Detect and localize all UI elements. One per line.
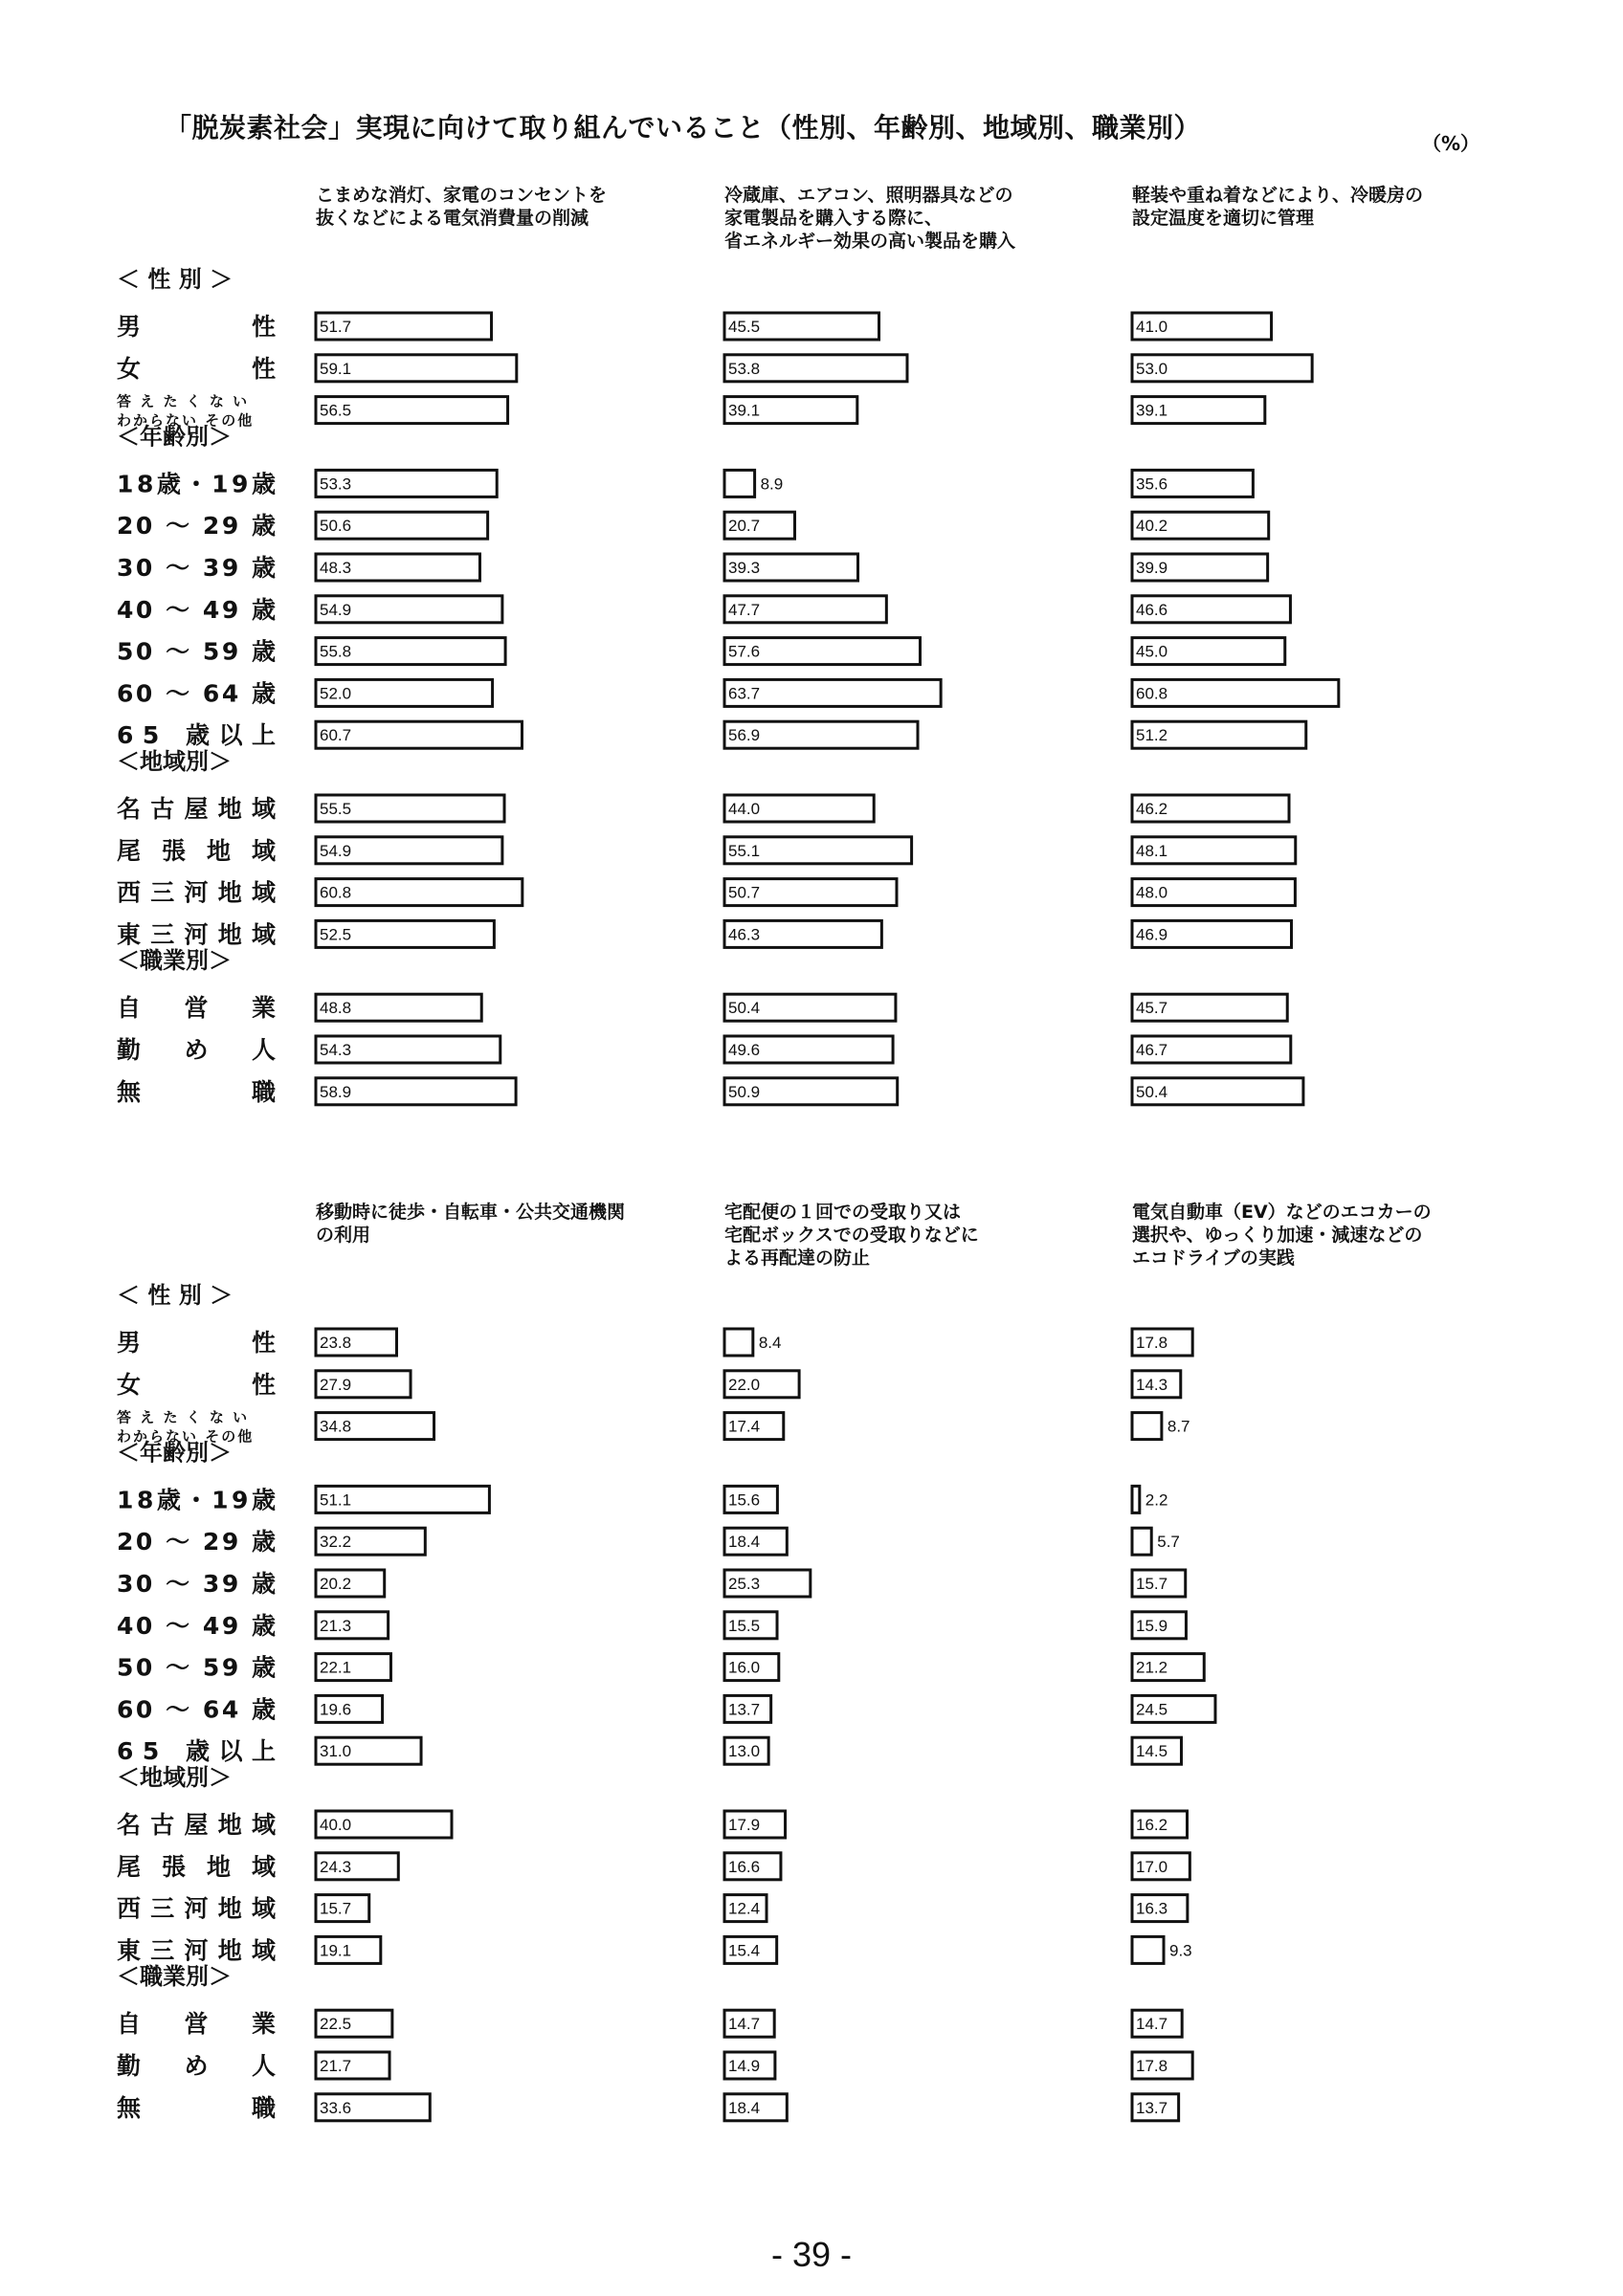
data-label: 48.1: [1136, 841, 1168, 860]
row-label: 勤め人: [117, 2052, 279, 2080]
row-label: 女 性: [117, 354, 279, 383]
data-label: 21.7: [320, 2057, 352, 2075]
data-label: 31.0: [320, 1742, 352, 1761]
data-label: 52.5: [320, 925, 352, 944]
row-label: 答 え た く な い: [117, 1408, 250, 1426]
group-heading: ＜年齢別＞: [117, 423, 232, 451]
data-label: 20.2: [320, 1575, 352, 1593]
row-label: 無職: [117, 1077, 279, 1106]
data-label: 21.3: [320, 1616, 352, 1635]
row-label: 40 ～ 49 歳: [117, 595, 279, 624]
group-heading: ＜ 性 別 ＞: [117, 266, 233, 293]
data-label: 16.6: [728, 1857, 761, 1876]
group-heading: ＜ 性 別 ＞: [117, 1282, 233, 1309]
row-label: 尾張地域: [117, 836, 279, 865]
data-label: 50.9: [728, 1082, 761, 1101]
group-heading: ＜年齢別＞: [117, 1439, 232, 1467]
row-label: 勤め人: [117, 1036, 279, 1064]
data-label: 49.6: [728, 1041, 761, 1059]
data-label: 15.5: [728, 1616, 761, 1635]
data-label: 23.8: [320, 1334, 352, 1352]
row-label: 20 ～ 29 歳: [117, 512, 279, 541]
data-label: 53.0: [1136, 359, 1168, 378]
data-label: 15.6: [728, 1490, 761, 1510]
data-label: 18.4: [728, 1533, 761, 1552]
data-label: 51.1: [320, 1490, 352, 1510]
data-label: 55.1: [728, 841, 761, 860]
column-header: 設定温度を適切に管理: [1132, 208, 1315, 229]
page-title: 「脱炭素社会」実現に向けて取り組んでいること（性別、年齢別、地域別、職業別）: [165, 112, 1202, 144]
data-label: 54.9: [320, 841, 352, 860]
data-label: 53.3: [320, 475, 352, 494]
row-label: 20 ～ 29 歳: [117, 1528, 279, 1556]
group-heading: ＜地域別＞: [117, 1764, 232, 1791]
data-label: 24.3: [320, 1857, 352, 1876]
data-label: 54.9: [320, 600, 352, 619]
data-label: 39.1: [728, 401, 761, 420]
column-header: の利用: [316, 1225, 371, 1246]
data-label: 39.3: [728, 559, 761, 577]
data-label: 22.1: [320, 1658, 352, 1677]
row-label: 65 歳以上: [117, 721, 279, 750]
data-label: 56.5: [320, 401, 352, 420]
data-label: 39.1: [1136, 401, 1168, 420]
row-label: 名古屋地域: [117, 795, 279, 823]
data-label: 8.7: [1167, 1417, 1190, 1436]
page-number: - 39 -: [770, 2235, 853, 2274]
data-label: 45.7: [1136, 999, 1168, 1018]
data-label: 14.7: [728, 2015, 761, 2034]
data-label: 50.4: [728, 999, 761, 1018]
column-header: エコドライブの実践: [1132, 1247, 1295, 1269]
column-header: 移動時に徒歩・自転車・公共交通機関: [316, 1202, 626, 1223]
data-label: 52.0: [320, 684, 352, 703]
data-label: 33.6: [320, 2098, 352, 2117]
row-label: 無職: [117, 2093, 279, 2122]
row-label: 東三河地域: [117, 920, 279, 949]
data-label: 41.0: [1136, 318, 1168, 336]
column-header: こまめな消灯、家電のコンセントを: [316, 185, 608, 206]
data-label: 46.7: [1136, 1041, 1168, 1059]
data-label: 55.8: [320, 642, 352, 661]
data-label: 15.7: [320, 1899, 352, 1918]
row-label: 答 え た く な い: [117, 392, 250, 410]
data-label: 44.0: [728, 800, 761, 818]
data-label: 12.4: [728, 1899, 761, 1918]
data-label: 58.9: [320, 1082, 352, 1101]
row-label: 30 ～ 39 歳: [117, 1570, 279, 1598]
data-label: 46.2: [1136, 800, 1168, 818]
data-label: 18.4: [728, 2098, 761, 2117]
data-label: 55.5: [320, 800, 352, 818]
column-header: 冷蔵庫、エアコン、照明器具などの: [724, 185, 1013, 206]
group-heading: ＜地域別＞: [117, 748, 232, 775]
column-header: 軽装や重ね着などにより、冷暖房の: [1132, 185, 1424, 206]
column-header: よる再配達の防止: [724, 1247, 871, 1269]
data-label: 25.3: [728, 1575, 761, 1593]
bar: [1132, 1528, 1151, 1555]
row-label: 男 性: [117, 313, 279, 341]
row-label: わからない その他: [117, 1427, 255, 1446]
row-label: 西三河地域: [117, 878, 279, 907]
data-label: 14.9: [728, 2057, 761, 2075]
row-label: 60 ～ 64 歳: [117, 1695, 279, 1724]
data-label: 19.6: [320, 1700, 352, 1719]
data-label: 13.7: [1136, 2098, 1168, 2117]
data-label: 15.9: [1136, 1616, 1168, 1635]
data-label: 46.9: [1136, 925, 1168, 944]
data-label: 8.9: [760, 475, 784, 494]
bar: [724, 470, 755, 497]
data-label: 47.7: [728, 600, 761, 619]
row-label: 50 ～ 59 歳: [117, 1653, 279, 1682]
row-label: 60 ～ 64 歳: [117, 679, 279, 708]
data-label: 59.1: [320, 359, 352, 378]
bar: [724, 1329, 753, 1356]
row-label: わからない その他: [117, 411, 255, 430]
data-label: 16.0: [728, 1658, 761, 1677]
row-label: 西三河地域: [117, 1894, 279, 1923]
column-header: 省エネルギー効果の高い製品を購入: [724, 231, 1016, 252]
data-label: 32.2: [320, 1533, 352, 1552]
data-label: 40.2: [1136, 517, 1168, 536]
data-label: 50.6: [320, 517, 352, 536]
data-label: 46.3: [728, 925, 761, 944]
data-label: 20.7: [728, 517, 761, 536]
row-label: 自営業: [117, 2010, 279, 2039]
data-label: 40.0: [320, 1816, 352, 1834]
data-label: 17.8: [1136, 1334, 1168, 1352]
data-label: 2.2: [1145, 1490, 1168, 1510]
row-label: 東三河地域: [117, 1936, 279, 1965]
data-label: 48.3: [320, 559, 352, 577]
column-header: 宅配ボックスでの受取りなどに: [724, 1225, 979, 1246]
data-label: 5.7: [1157, 1533, 1180, 1552]
data-label: 48.8: [320, 999, 352, 1018]
data-label: 22.5: [320, 2015, 352, 2034]
bar: [1132, 1413, 1162, 1440]
data-label: 24.5: [1136, 1700, 1168, 1719]
data-label: 51.7: [320, 318, 352, 336]
row-label: 50 ～ 59 歳: [117, 637, 279, 666]
data-label: 17.4: [728, 1417, 761, 1436]
row-label: 18歳・19歳: [117, 1486, 279, 1514]
data-label: 63.7: [728, 684, 761, 703]
data-label: 60.7: [320, 726, 352, 745]
data-label: 13.7: [728, 1700, 761, 1719]
data-label: 60.8: [320, 883, 352, 902]
row-label: 男 性: [117, 1329, 279, 1357]
row-label: 18歳・19歳: [117, 470, 279, 498]
row-label: 30 ～ 39 歳: [117, 554, 279, 582]
data-label: 54.3: [320, 1041, 352, 1059]
data-label: 39.9: [1136, 559, 1168, 577]
row-label: 40 ～ 49 歳: [117, 1611, 279, 1640]
data-label: 15.4: [728, 1941, 761, 1960]
data-label: 9.3: [1169, 1941, 1192, 1960]
data-label: 17.8: [1136, 2057, 1168, 2075]
column-header: 選択や、ゆっくり加速・減速などの: [1132, 1225, 1423, 1246]
data-label: 57.6: [728, 642, 761, 661]
column-header: 宅配便の１回での受取り又は: [724, 1202, 962, 1223]
group-heading: ＜職業別＞: [117, 947, 232, 975]
data-label: 51.2: [1136, 726, 1168, 745]
row-label: 65 歳以上: [117, 1737, 279, 1766]
row-label: 自営業: [117, 994, 279, 1023]
data-label: 45.5: [728, 318, 761, 336]
data-label: 17.0: [1136, 1857, 1168, 1876]
data-label: 16.3: [1136, 1899, 1168, 1918]
data-label: 53.8: [728, 359, 761, 378]
column-header: 抜くなどによる電気消費量の削減: [316, 208, 589, 229]
data-label: 16.2: [1136, 1816, 1168, 1834]
data-label: 45.0: [1136, 642, 1168, 661]
data-label: 34.8: [320, 1417, 352, 1436]
data-label: 50.7: [728, 883, 761, 902]
bar: [1132, 1936, 1164, 1963]
data-label: 21.2: [1136, 1658, 1168, 1677]
data-label: 48.0: [1136, 883, 1168, 902]
data-label: 15.7: [1136, 1575, 1168, 1593]
data-label: 17.9: [728, 1816, 761, 1834]
data-label: 46.6: [1136, 600, 1168, 619]
data-label: 22.0: [728, 1375, 761, 1394]
unit-label: （%）: [1422, 132, 1480, 155]
group-heading: ＜職業別＞: [117, 1963, 232, 1991]
row-label: 尾張地域: [117, 1852, 279, 1881]
data-label: 50.4: [1136, 1082, 1168, 1101]
column-header: 電気自動車（EV）などのエコカーの: [1132, 1202, 1432, 1223]
bar: [1132, 1486, 1140, 1512]
data-label: 35.6: [1136, 475, 1168, 494]
data-label: 14.3: [1136, 1375, 1168, 1394]
data-label: 60.8: [1136, 684, 1168, 703]
data-label: 14.5: [1136, 1742, 1168, 1761]
data-label: 13.0: [728, 1742, 761, 1761]
data-label: 56.9: [728, 726, 761, 745]
data-label: 27.9: [320, 1375, 352, 1394]
row-label: 女 性: [117, 1370, 279, 1399]
data-label: 8.4: [758, 1334, 782, 1352]
data-label: 19.1: [320, 1941, 352, 1960]
column-header: 家電製品を購入する際に、: [724, 208, 944, 229]
row-label: 名古屋地域: [117, 1811, 279, 1839]
data-label: 14.7: [1136, 2015, 1168, 2034]
